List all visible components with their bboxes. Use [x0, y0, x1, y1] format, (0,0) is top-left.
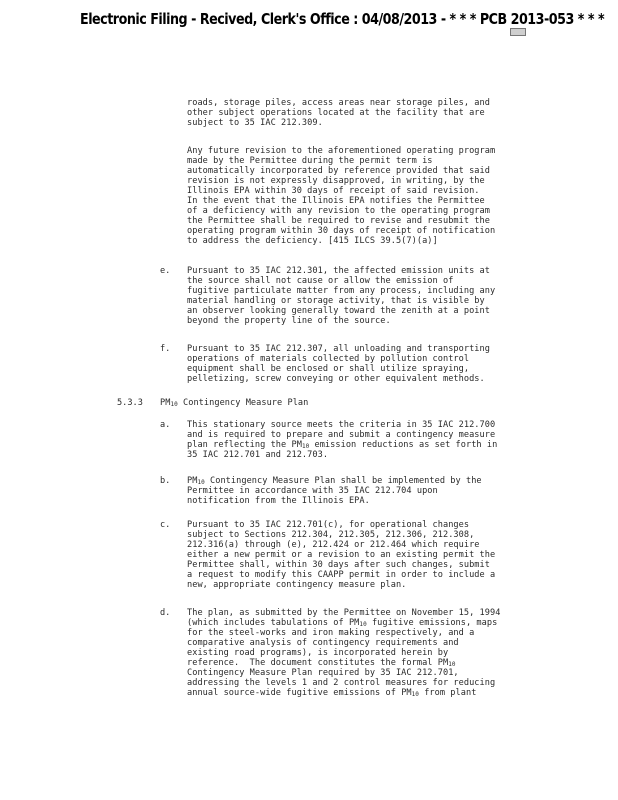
paragraph-line-rev: revision is not expressly disapproved, in writing, by the — [187, 176, 485, 186]
paragraph-line-c: Pursuant to 35 IAC 212.701(c), for operational changes — [187, 520, 470, 530]
paragraph-line-e: the source shall not cause or allow the emission of — [187, 276, 454, 286]
paragraph-line-rev: of a deficiency with any revision to the operating program — [187, 206, 490, 216]
paragraph-line-d: The plan, as submitted by the Permittee on November 15, 1994 — [187, 608, 501, 618]
item-marker-c: c. — [160, 520, 171, 530]
section-number: 5.3.3 — [117, 398, 143, 408]
item-marker-e: e. — [160, 266, 171, 276]
paragraph-line-d: (which includes tabulations of $PM_{10}$ fugitive emissions, maps — [187, 618, 498, 628]
paragraph-line-c: subject to Sections 212.304, 212.305, 212.306, 212.308, — [187, 530, 475, 540]
paragraph-line-e: fugitive particulate matter from any process, including any — [187, 286, 496, 296]
paragraph-line-e: material handling or storage activity, that is visible by — [187, 296, 485, 306]
paragraph-line-d: Contingency Measure Plan required by 35 IAC 212.701, — [187, 668, 459, 678]
item-marker-d: d. — [160, 608, 171, 618]
paragraph-line-a: plan reflecting the $PM_{10}$ emission reductions as set forth in — [187, 440, 498, 450]
paragraph-line-rev: to address the deficiency. [415 ILCS 39.5(7)(a)] — [187, 236, 438, 246]
filing-header: Electronic Filing - Recived, Clerk's Office : 04/08/2013 - * * * PCB 2013-053 * * * — [80, 10, 605, 28]
paragraph-line-cont: other subject operations located at the facility that are — [187, 108, 485, 118]
paragraph-line-f: pelletizing, screw conveying or other equivalent methods. — [187, 374, 485, 384]
paragraph-line-b: $PM_{10}$ Contingency Measure Plan shall be implemented by the — [187, 476, 482, 486]
paragraph-line-rev: made by the Permittee during the permit term is — [187, 156, 433, 166]
paragraph-line-a: This stationary source meets the criteria in 35 IAC 212.700 — [187, 420, 496, 430]
paragraph-line-rev: operating program within 30 days of receipt of notification — [187, 226, 496, 236]
paragraph-line-d: for the steel-works and iron making respectively, and a — [187, 628, 475, 638]
paragraph-line-e: Pursuant to 35 IAC 212.301, the affected emission units at — [187, 266, 490, 276]
paragraph-line-d: reference. The document constitutes the formal $PM_{10}$ — [187, 658, 456, 668]
paragraph-line-rev: automatically incorporated by reference provided that said — [187, 166, 490, 176]
item-marker-f: f. — [160, 344, 171, 354]
paragraph-line-d: existing road programs), is incorporated herein by — [187, 648, 449, 658]
paragraph-line-c: a request to modify this CAAPP permit in order to include a — [187, 570, 496, 580]
paragraph-line-d: comparative analysis of contingency requirements and — [187, 638, 459, 648]
paragraph-line-a: and is required to prepare and submit a contingency measure — [187, 430, 496, 440]
paragraph-line-d: annual source-wide fugitive emissions of $PM_{10}$ from plant — [187, 688, 477, 698]
paragraph-line-c: Permittee shall, within 30 days after such changes, submit — [187, 560, 490, 570]
paragraph-line-rev: Any future revision to the aforementioned operating program — [187, 146, 496, 156]
paragraph-line-f: operations of materials collected by pollution control — [187, 354, 470, 364]
paragraph-line-f: equipment shall be enclosed or shall utilize spraying, — [187, 364, 470, 374]
paragraph-line-cont: roads, storage piles, access areas near storage piles, and — [187, 98, 490, 108]
paragraph-line-rev: Illinois EPA within 30 days of receipt of said revision. — [187, 186, 480, 196]
paragraph-line-a: 35 IAC 212.701 and 212.703. — [187, 450, 329, 460]
paragraph-line-cont: subject to 35 IAC 212.309. — [187, 118, 323, 128]
paragraph-line-e: beyond the property line of the source. — [187, 316, 391, 326]
paragraph-line-f: Pursuant to 35 IAC 212.307, all unloading and transporting — [187, 344, 490, 354]
barcode-stamp — [510, 28, 526, 36]
paragraph-line-c: either a new permit or a revision to an existing permit the — [187, 550, 496, 560]
section-heading: $PM_{10}$ Contingency Measure Plan — [160, 398, 309, 408]
item-marker-a: a. — [160, 420, 171, 430]
paragraph-line-d: addressing the levels 1 and 2 control measures for reducing — [187, 678, 496, 688]
paragraph-line-e: an observer looking generally toward the zenith at a point — [187, 306, 490, 316]
paragraph-line-b: Permittee in accordance with 35 IAC 212.704 upon — [187, 486, 438, 496]
paragraph-line-b: notification from the Illinois EPA. — [187, 496, 370, 506]
paragraph-line-rev: the Permittee shall be required to revise and resubmit the — [187, 216, 490, 226]
item-marker-b: b. — [160, 476, 171, 486]
paragraph-line-c: 212.316(a) through (e), 212.424 or 212.464 which require — [187, 540, 480, 550]
paragraph-line-rev: In the event that the Illinois EPA notifies the Permittee — [187, 196, 485, 206]
paragraph-line-c: new, appropriate contingency measure plan. — [187, 580, 407, 590]
